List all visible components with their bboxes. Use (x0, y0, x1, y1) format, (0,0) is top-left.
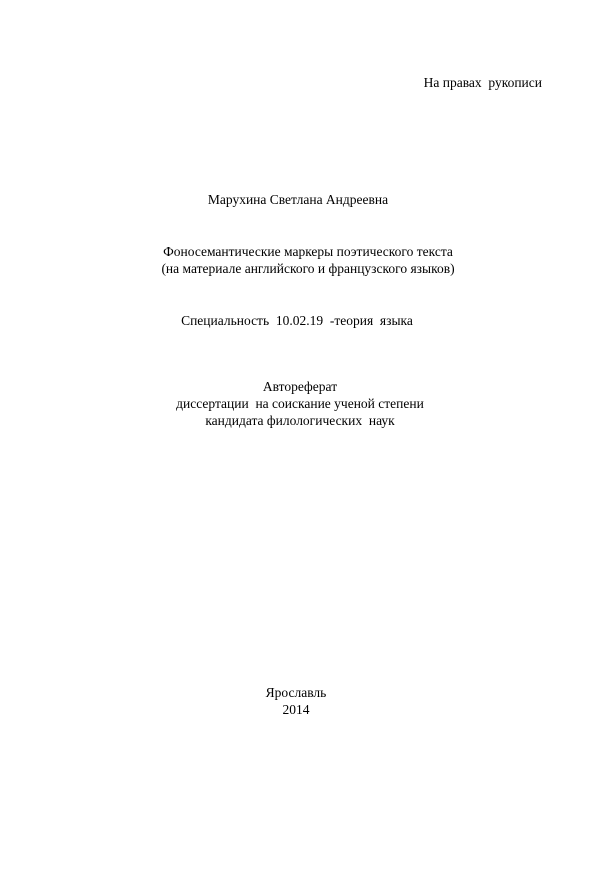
work-type-line-3: кандидата филологических наук (205, 413, 395, 428)
title-line-2: (на материале английского и французского языков) (161, 261, 455, 276)
city: Ярославль (265, 685, 327, 700)
title-line-1: Фоносемантические маркеры поэтического текста (163, 244, 453, 259)
author-name: Марухина Светлана Андреевна (207, 192, 389, 207)
year: 2014 (282, 702, 310, 717)
rights-notice: На правах рукописи (423, 75, 542, 90)
work-type-line-1: Автореферат (262, 379, 338, 394)
work-type-line-2: диссертации на соискание ученой степени (176, 396, 424, 411)
specialty: Специальность 10.02.19 -теория языка (181, 313, 413, 328)
